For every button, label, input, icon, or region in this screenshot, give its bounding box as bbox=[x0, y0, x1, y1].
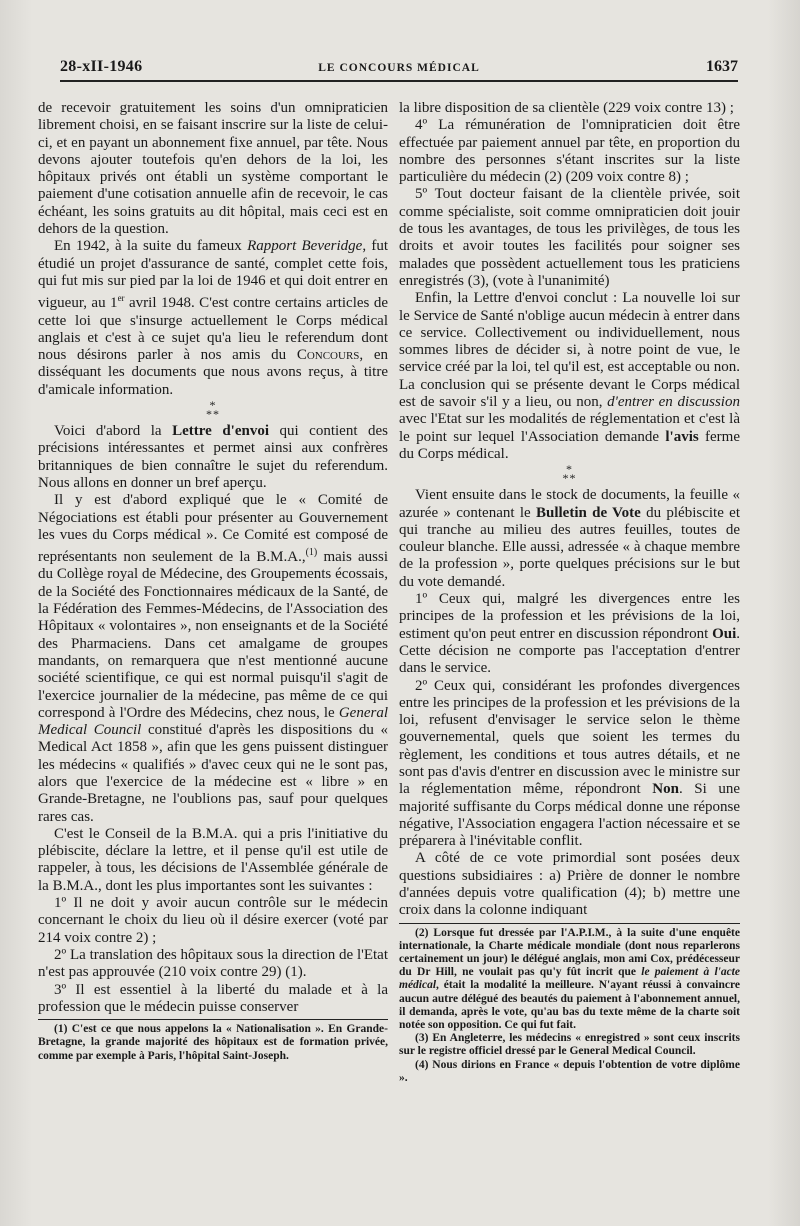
footnote-rule bbox=[38, 1019, 388, 1020]
decision-item: 5º Tout docteur faisant de la clientèle privée, soit comme spécialiste, soit comme omnipraticien doit jouir de tous les avantages, de tous les privilèges, de tous les droits et avoir toutes les facilités pour soigner ses malades que possèdent actuellement tous les praticiens enregistrés (3), (vote à l'unanimité) bbox=[399, 186, 740, 289]
decision-item: 2º La translation des hôpitaux sous la direction de l'Etat n'est pas approuvée (210 voix contre 29) (1). bbox=[38, 946, 388, 981]
left-column bbox=[38, 100, 388, 1063]
section-separator: * ** bbox=[562, 462, 577, 486]
decision-item: 4º La rémunération de l'omnipraticien doit être effectuée par paiement annuel par tête, en proportion du nombre des personnes s'étant inscrites sur la liste particulière du médecin (2) (209 voix contre 8) ; bbox=[399, 117, 740, 186]
journal-title: LE CONCOURS MÉDICAL bbox=[318, 62, 480, 74]
section-separator: * ** bbox=[206, 398, 220, 422]
right-column bbox=[399, 100, 740, 1085]
paragraph: Il y est d'abord expliqué que le « Comité de Négociations est établi pour présenter au Gouvernement les vues du Corps médical ». Ce Comité est composé de représentants non seulement de la B.M.A.,$^{(1)}$ mais aussi du Collège royal de Médecine, des Groupements écossais, de la Société des Fonctionnaires médicaux de la Santé, de la Fédération des Femmes-Médecins, de l'Association des Hôpitaux « volontaires », non enseignants et de la Société des Pharmaciens. Dans cet amalgame de groupes mandants, on remarquera que n'est mentionné aucune société scientifique, ce qui est normal puisqu'il s'agit de l'exercice journalier de la médecine, pas même de ce qui correspond à l'Ordre des Médecins, chez nous, le General Medical Council constitué d'après les dispositions du « Medical Act 1858 », afin que les gens puissent distinguer les médecins « qualifiés » d'avec ceux qui ne le sont pas, alors que l'exercice de la médecine est « libre » en Grande-Bretagne, ne l'oublions pas, sauf pour quelques rares cas. bbox=[38, 492, 388, 825]
vote-option: 1º Ceux qui, malgré les divergences entre les principes de la profession et les prévisions de la loi, estiment qu'on peut entrer en discussion répondront Oui. Cette décision ne comporte pas l'acceptation d'entrer dans le service. bbox=[399, 591, 740, 677]
footnote: (3) En Angleterre, les médecins « enregistred » sont ceux inscrits sur le registre officiel dressé par le General Medical Council. bbox=[399, 1032, 740, 1058]
paragraph: C'est le Conseil de la B.M.A. qui a pris l'initiative du plébiscite, déclare la lettre, et il pense qu'il est utile de rappeler, à tous, les décisions de l'Assemblée générale de la B.M.A., dont les plus importantes sont les suivantes : bbox=[38, 825, 388, 894]
paragraph: A côté de ce vote primordial sont posées deux questions subsidiaires : a) Prière de donner le nombre d'années depuis votre qualification (4); b) mettre une croix dans la colonne indiquant bbox=[399, 850, 740, 919]
paragraph: Enfin, la Lettre d'envoi conclut : La nouvelle loi sur le Service de Santé n'oblige aucun médecin à entrer dans ce service. Collectivement ou individuellement, nous sommes libres de décider si, à notre point de vue, le service créé par la loi, tel qu'il est, est acceptable ou non. La conclusion qui se présente devant le Corps médical est de savoir s'il y a lieu, ou non, d'entrer en discussion avec l'Etat sur les modalités de réglementation et c'est là le point sur lequel l'Association demande l'avis ferme du Corps médical. bbox=[399, 290, 740, 462]
page-header bbox=[60, 54, 738, 82]
paragraph: de recevoir gratuitement les soins d'un omnipraticien librement choisi, en se faisant inscrire sur la liste de celui-ci, et en payant un abonnement fixe annuel, par tête. Nous devons ajouter toutefois qu'en dehors de la loi, les hôpitaux privés ont établi un système comportant le paiement d'une cotisation annuelle afin de recevoir, le cas échéant, les soins gratuits au dit hôpital, mais ceci est en dehors de la question. bbox=[38, 100, 388, 238]
footnote-rule bbox=[399, 923, 740, 924]
footnote: (1) C'est ce que nous appelons la « Nationalisation ». En Grande-Bretagne, la grande majorité des hôpitaux est de formation privée, comme par exemple à Paris, l'hôpital Saint-Joseph. bbox=[38, 1023, 388, 1062]
paragraph: En 1942, à la suite du fameux Rapport Beveridge, fut étudié un projet d'assurance de santé, complet cette fois, qui fut mis sur pied par la loi de 1946 et qui doit entrer en vigueur, au 1er avril 1948. C'est contre certains articles de cette loi que s'insurge actuellement le Corps médical anglais et c'est à ce sujet qu'a lieu le referendum dont nous désirons parler à nos amis du Concours, en disséquant les documents que nous avons reçus, à titre d'amicale information. bbox=[38, 238, 388, 398]
vote-option: 2º Ceux qui, considérant les profondes divergences entre les principes de la profession et les prévisions de la loi, refusent d'envisager le service selon le thème gouvernemental, quels que soient les termes du règlement, les conditions et tous autres détails, et ne sont pas d'avis d'entrer en discussion avec le ministre sur la réglementation même, répondront Non. Si une majorité suffisante du Corps médical donne une réponse négative, l'Association engagera l'action nécessaire et se préparera à l'inévitable conflit. bbox=[399, 677, 740, 850]
paragraph: Vient ensuite dans le stock de documents, la feuille « azurée » contenant le Bulletin de Vote du plébiscite et qui tranche au milieu des autres feuilles, toutes de couleur blanche. Elle aussi, adressée « à chaque membre de la profession », porte quelques précisions sur le but du vote demandé. bbox=[399, 487, 740, 590]
issue-date: 28-xII-1946 bbox=[60, 58, 143, 75]
decision-item: 1º Il ne doit y avoir aucun contrôle sur le médecin concernant le choix du lieu où il désire exercer (voté par 214 voix contre 2) ; bbox=[38, 895, 388, 946]
footnote: (4) Nous dirions en France « depuis l'obtention de votre diplôme ». bbox=[399, 1058, 740, 1084]
page-number: 1637 bbox=[706, 58, 738, 75]
paragraph: Voici d'abord la Lettre d'envoi qui contient des précisions intéressantes et permet ainsi aux confrères britanniques de bien connaître le sujet du referendum. Nous allons en donner un bref aperçu. bbox=[38, 423, 389, 491]
paragraph: la libre disposition de sa clientèle (229 voix contre 13) ; bbox=[399, 100, 734, 116]
footnote: (2) Lorsque fut dressée par l'A.P.I.M., à la suite d'une enquête internationale, la Charte médicale mondiale (dont nous reparlerons certainement un jour) le délégué anglais, mon ami Cox, prédécesseur du Dr Hill, ne voulait pas qu'y fût incrit que le paiement à l'acte médical, était la modalité la meilleure. N'ayant réussi à convaincre aucun autre délégué des beautés du paiement à l'abonnement annuel, il demanda, après le vote, qu'au bas du texte même de la charte soit notée son opposition. Ce qui fut fait. bbox=[399, 926, 740, 1032]
decision-item: 3º Il est essentiel à la liberté du malade et à la profession que le médecin puisse conserver bbox=[38, 981, 388, 1015]
